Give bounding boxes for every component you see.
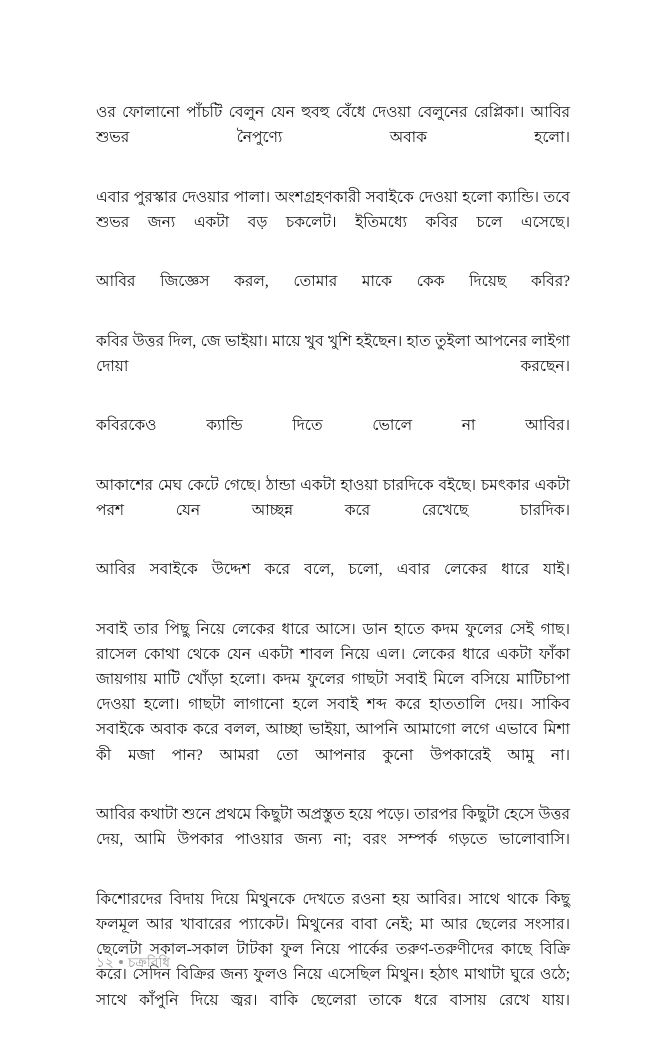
page-number: ১২	[96, 955, 114, 970]
paragraph: এবার পুরস্কার দেওয়ার পালা। অংশগ্রহণকারী সবাইকে দেওয়া হলো ক্যান্ডি। তবে শুভর জন্য একটা বড় চকলেট। ইতিমধ্যে কবির চলে এসেছে।	[96, 188, 570, 231]
page-footer	[96, 954, 570, 972]
paragraph: ওর ফোলানো পাঁচটি বেলুন যেন হুবহু বেঁধে দেওয়া বেলুনের রেপ্লিকা। আবির শুভর নৈপুণ্যে অবাক হলো।	[96, 104, 570, 147]
page-body-text	[96, 100, 570, 1038]
paragraph: আবির জিজ্ঞেস করল, তোমার মাকে কেক দিয়েছ কবির?	[96, 273, 570, 291]
running-book-title: চক্রবিধি	[127, 955, 171, 970]
paragraph: সবাই তার পিছু নিয়ে লেকের ধারে আসে। ডান হাতে কদম ফুলের সেই গাছ। রাসেল কোথা থেকে যেন একটা শাবল নিয়ে এল। লেকের ধারে একটা ফাঁকা জায়গায় মাটি খোঁড়া হলো। কদম ফুলের গাছটা সবাই মিলে বসিয়ে মাটিচাপা দেওয়া হলো। গাছটা লাগানো হলে সবাই শব্দ করে হাততালি দেয়। সাকিব সবাইকে অবাক করে বলল, আচ্ছা ভাইয়া, আপনি আমাগো লগে এভাবে মিশা কী মজা পান? আমরা তো আপনার কুনো উপকারেই আমু না।	[96, 620, 570, 764]
bullet-separator-icon	[119, 960, 123, 964]
paragraph: আবির কথাটা শুনে প্রথমে কিছুটা অপ্রস্তুত হয়ে পড়ে। তারপর কিছুটা হেসে উত্তর দেয়, আমি উপকার পাওয়ার জন্য না; বরং সম্পর্ক গড়তে ভালোবাসি।	[96, 806, 570, 849]
paragraph: কিশোরদের বিদায় দিয়ে মিথুনকে দেখতে রওনা হয় আবির। সাথে থাকে কিছু ফলমূল আর খাবারের প্যাকেট। মিথুনের বাবা নেই; মা আর ছেলের সংসার। ছেলেটা সকাল-সকাল টাটকা ফুল নিয়ে পার্কের তরুণ-তরুণীদের কাছে বিক্রি করে। সেদিন বিক্রির জন্য ফুলও নিয়ে এসেছিল মিথুন। হঠাৎ মাথাটা ঘুরে ওঠে; সাথে কাঁপুনি দিয়ে জ্বর। বাকি ছেলেরা তাকে ধরে বাসায় রেখে যায়।	[96, 890, 570, 1009]
paragraph: কবিরকেও ক্যান্ডি দিতে ভোলে না আবির।	[96, 417, 570, 435]
paragraph: কবির উত্তর দিল, জে ভাইয়া। মায়ে খুব খুশি হইছেন। হাত তুইলা আপনের লাইগা দোয়া করছেন।	[96, 332, 570, 375]
paragraph: আবির সবাইকে উদ্দেশ করে বলে, চলো, এবার লেকের ধারে যাই।	[96, 561, 570, 579]
paragraph: আকাশের মেঘ কেটে গেছে। ঠান্ডা একটা হাওয়া চারদিকে বইছে। চমৎকার একটা পরশ যেন আচ্ছন্ন করে রেখেছে চারদিক।	[96, 476, 570, 519]
